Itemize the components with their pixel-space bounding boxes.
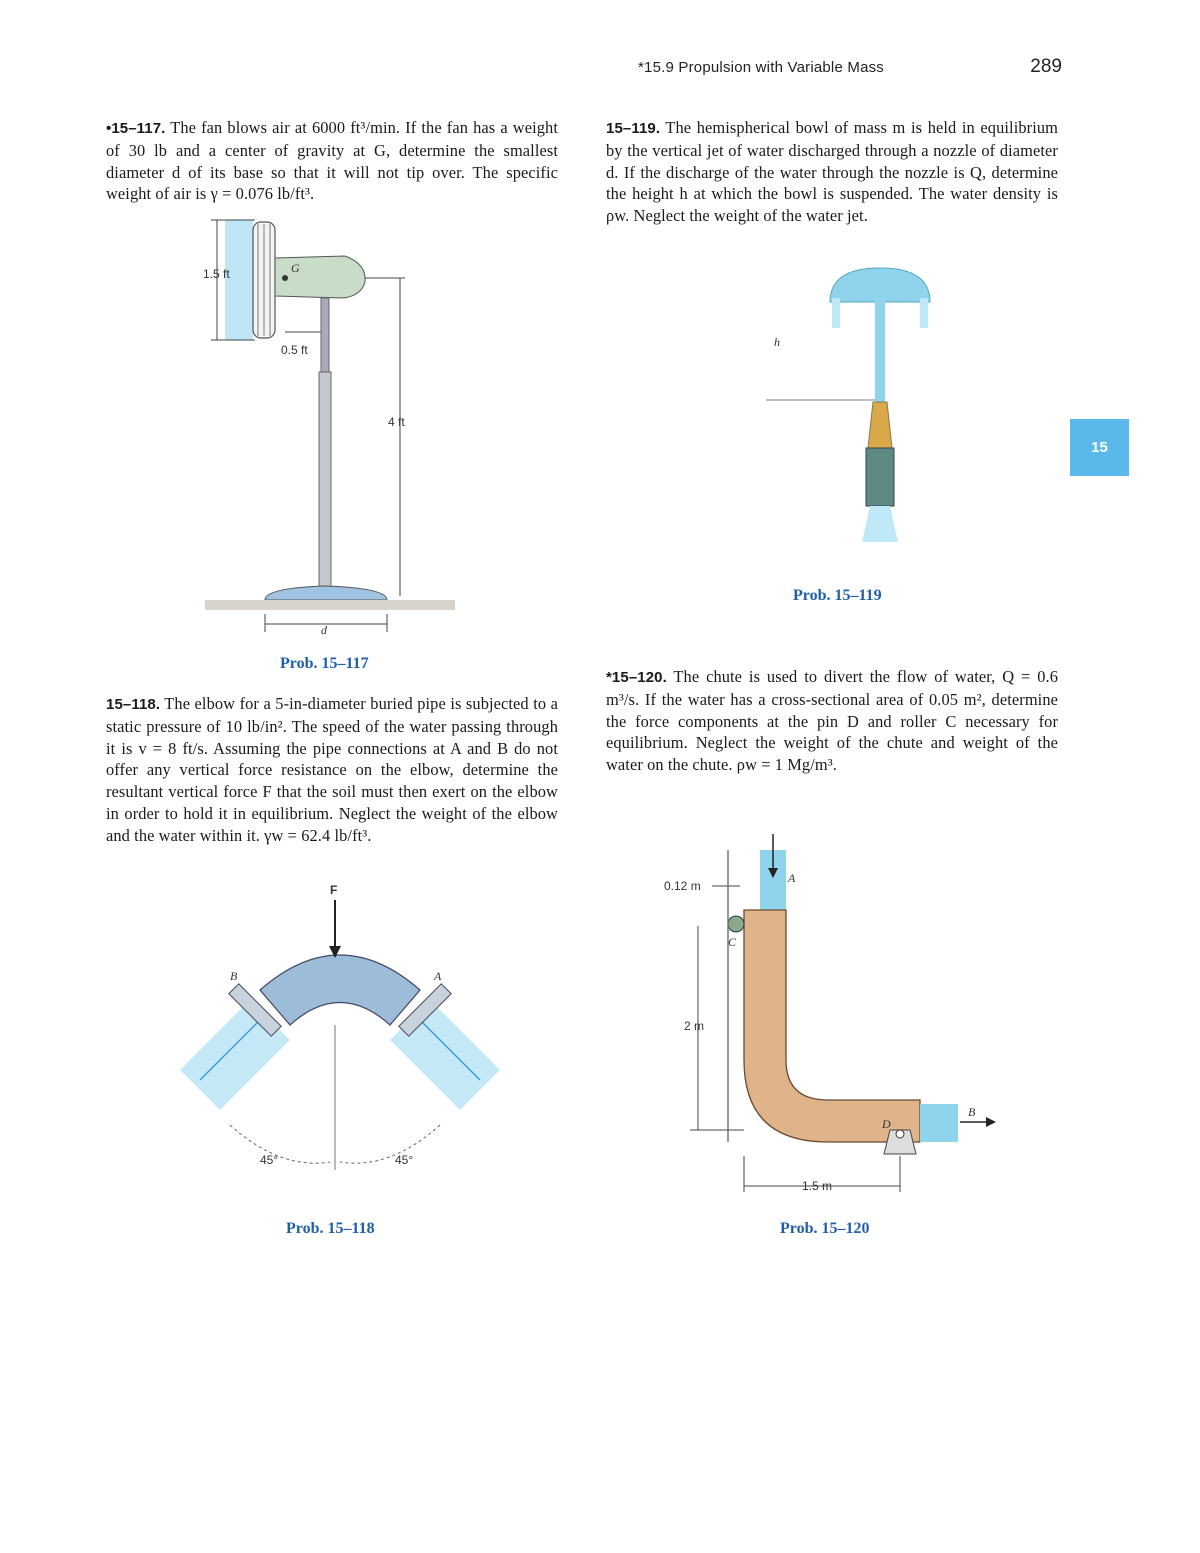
problem-15-117 <box>106 117 558 205</box>
section-title: *15.9 Propulsion with Variable Mass <box>638 59 885 76</box>
c-label: C <box>728 935 737 949</box>
bowl-figure <box>760 262 940 582</box>
fan-post-lower <box>319 372 331 590</box>
discharge-spray <box>862 506 898 542</box>
problem-text: The chute is used to divert the flow of water, Q = 0.6 m³/s. If the water has a cross-sectional area of 0.05 m², determine the force components at the pin D and roller C necessary for equilibrium. Neglect the weight of the chute and weight of the water on the chute. ρw = 1 Mg/m³. <box>606 667 1058 775</box>
offset-label: 0.5 ft <box>281 343 308 357</box>
water-stream-b <box>180 1000 290 1110</box>
angle-right-label: 45° <box>395 1153 414 1167</box>
problem-number: 15–118. <box>106 696 161 713</box>
problem-number: •15–117. <box>106 120 166 137</box>
length-label: 1.5 m <box>802 1179 833 1193</box>
height-label: h <box>774 335 780 349</box>
a-label: A <box>788 871 796 885</box>
page-number: 289 <box>1030 56 1062 77</box>
page-bottom-blank <box>0 1306 1200 1553</box>
roller-c <box>728 916 744 932</box>
problem-15-119 <box>606 117 1058 227</box>
water-stream-a <box>390 1000 500 1110</box>
caption-15-119: Prob. 15–119 <box>793 587 882 604</box>
base-diameter-label: d <box>321 623 327 637</box>
problem-number: *15–120. <box>606 669 667 686</box>
fan-figure <box>195 212 465 642</box>
problem-text: The hemispherical bowl of mass m is held in equilibrium by the vertical jet of water discharged through a nozzle of diameter d. If the discharge of the water through the nozzle is Q, determine the height h at which the bowl is suspended. The water density is ρw. Neglect the weight of the water jet. <box>606 118 1059 226</box>
water-jet <box>875 292 885 402</box>
caption-15-118: Prob. 15–118 <box>286 1220 375 1237</box>
spray-right <box>920 298 928 328</box>
g-label: G <box>291 261 300 275</box>
caption-15-120: Prob. 15–120 <box>780 1220 870 1237</box>
problem-15-120 <box>606 666 1058 776</box>
page-header <box>600 56 1062 82</box>
problem-15-118 <box>106 693 558 847</box>
nozzle <box>868 402 892 448</box>
center-of-gravity-marker <box>282 275 288 281</box>
problem-number: 15–119. <box>606 120 661 137</box>
problem-text: The fan blows air at 6000 ft³/min. If the fan has a weight of 30 lb and a center of gravity at G, determine the smallest diameter d of its base so that it will not tip over. The specific weight of air is γ = 0.076 lb/ft³. <box>106 118 558 204</box>
height-label: 1.5 ft <box>203 267 230 281</box>
chute-figure <box>660 830 1010 1200</box>
chapter-tab: 15 <box>1070 419 1129 476</box>
elbow-figure <box>170 880 510 1180</box>
width-label: 0.12 m <box>664 879 701 893</box>
problem-text: The elbow for a 5-in-diameter buried pipe is subjected to a static pressure of 10 lb/in². The speed of the water passing through it is v = 8 ft/s. Assuming the pipe connections at A and B do not offer any vertical force resistance on the elbow, determine the resultant vertical force F that the soil must then exert on the elbow in order to hold it in equilibrium. Neglect the weight of the elbow and the water within it. γw = 62.4 lb/ft³. <box>106 694 558 845</box>
motor-housing <box>275 256 365 298</box>
post-height-label: 4 ft <box>388 415 405 429</box>
outflow-arrow <box>986 1117 996 1127</box>
height-label: 2 m <box>684 1019 705 1033</box>
b-label: B <box>230 969 238 983</box>
angle-left-label: 45° <box>260 1153 279 1167</box>
water-outflow <box>920 1104 958 1142</box>
fan-base <box>265 586 387 600</box>
chute <box>744 910 920 1142</box>
force-label: F <box>330 883 338 897</box>
caption-15-117: Prob. 15–117 <box>280 655 369 672</box>
ground <box>205 600 455 610</box>
a-label: A <box>434 969 442 983</box>
hose <box>866 448 894 506</box>
elbow-pipe <box>260 955 420 1025</box>
fan-post-upper <box>321 298 329 372</box>
b-label: B <box>968 1105 976 1119</box>
spray-left <box>832 298 840 328</box>
d-label: D <box>882 1117 891 1131</box>
